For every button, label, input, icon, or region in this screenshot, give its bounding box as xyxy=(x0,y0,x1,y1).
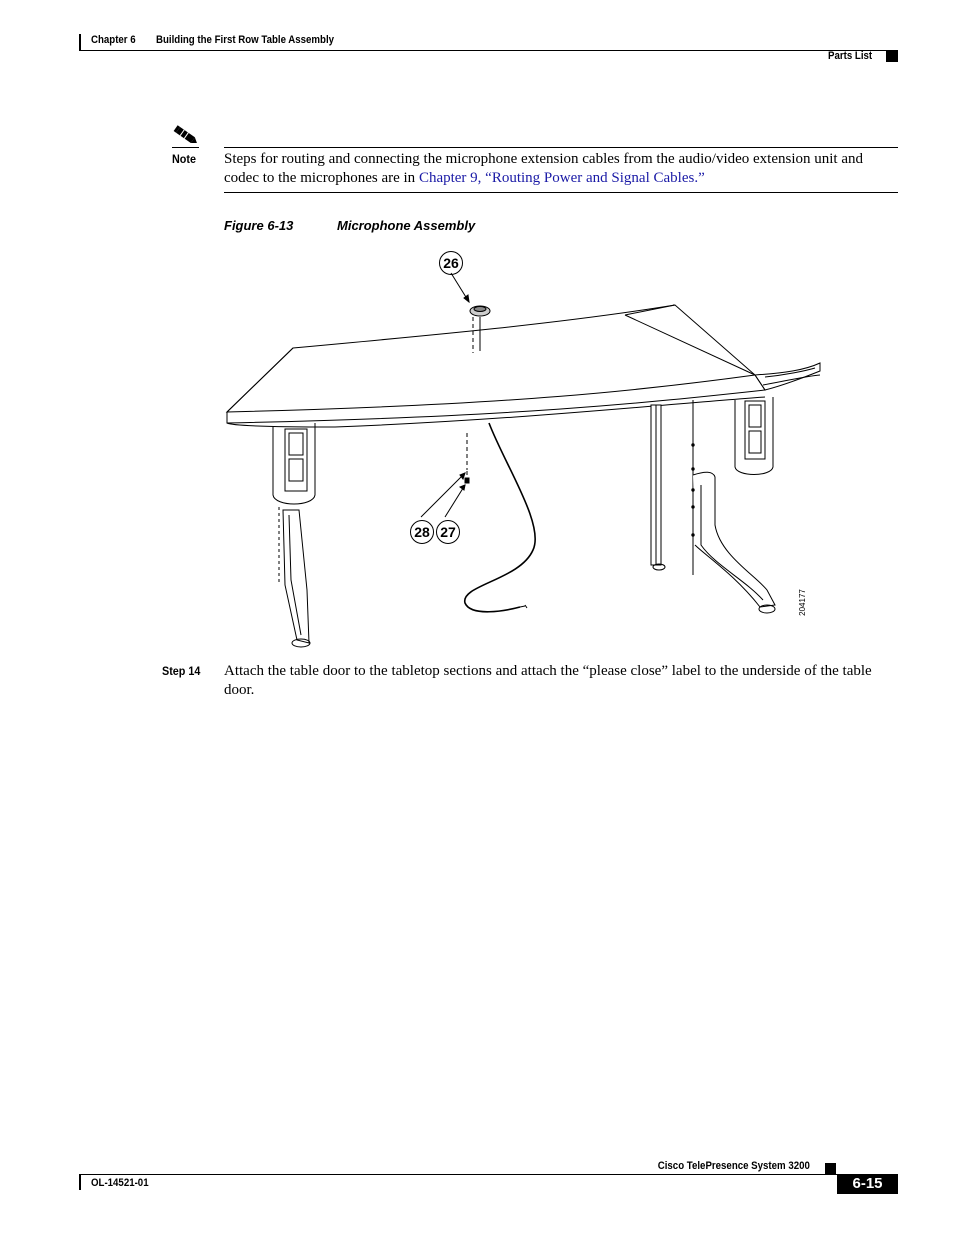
page-number-box xyxy=(837,1174,898,1194)
header-chapter-title: Building the First Row Table Assembly xyxy=(156,34,335,46)
callout-27: 27 xyxy=(436,520,460,544)
note-top-rule xyxy=(172,147,199,148)
figure-number: Figure 6-13 xyxy=(224,218,294,233)
header-rule xyxy=(79,50,898,51)
pencil-note-icon xyxy=(172,124,200,148)
right-leg-column xyxy=(693,472,775,607)
note-chapter-link[interactable]: Chapter 9, “Routing Power and Signal Cables.” xyxy=(418,169,705,186)
microphone-assembly-illustration xyxy=(215,245,825,655)
callout-28: 28 xyxy=(410,520,434,544)
header-section: Parts List xyxy=(827,50,872,62)
header-left-bar xyxy=(79,34,81,50)
header-chapter: Chapter 6 xyxy=(91,34,136,46)
footer-marker-block xyxy=(825,1163,836,1174)
note-top-rule-long xyxy=(224,147,898,148)
tabletop-surface xyxy=(227,305,755,412)
page-number: 6-15 xyxy=(852,1175,883,1192)
footer-left-bar xyxy=(79,1174,81,1190)
step-text: Attach the table door to the tabletop sections and attach the “please close” label to the underside of the table door. xyxy=(224,663,872,698)
microphone-cable xyxy=(465,423,536,612)
figure-title: Microphone Assembly xyxy=(337,218,476,233)
note-body: Steps for routing and connecting the microphone extension cables from the audio/video extension unit and codec to the microphones are in xyxy=(224,151,864,186)
note-label: Note xyxy=(172,152,197,166)
footer-rule xyxy=(79,1174,898,1175)
callout-26: 26 xyxy=(439,251,463,275)
header-marker-block xyxy=(886,51,898,62)
right-leg-housing xyxy=(735,397,773,475)
step-label: Step 14 xyxy=(162,664,201,678)
figure-id: 204177 xyxy=(797,589,807,616)
note-text xyxy=(224,150,898,187)
left-leg-housing xyxy=(273,423,315,504)
note-bottom-rule xyxy=(224,192,898,193)
footer-doc-id: OL-14521-01 xyxy=(91,1177,149,1189)
footer-product: Cisco TelePresence System 3200 xyxy=(657,1160,810,1172)
left-leg-stand xyxy=(283,510,309,643)
